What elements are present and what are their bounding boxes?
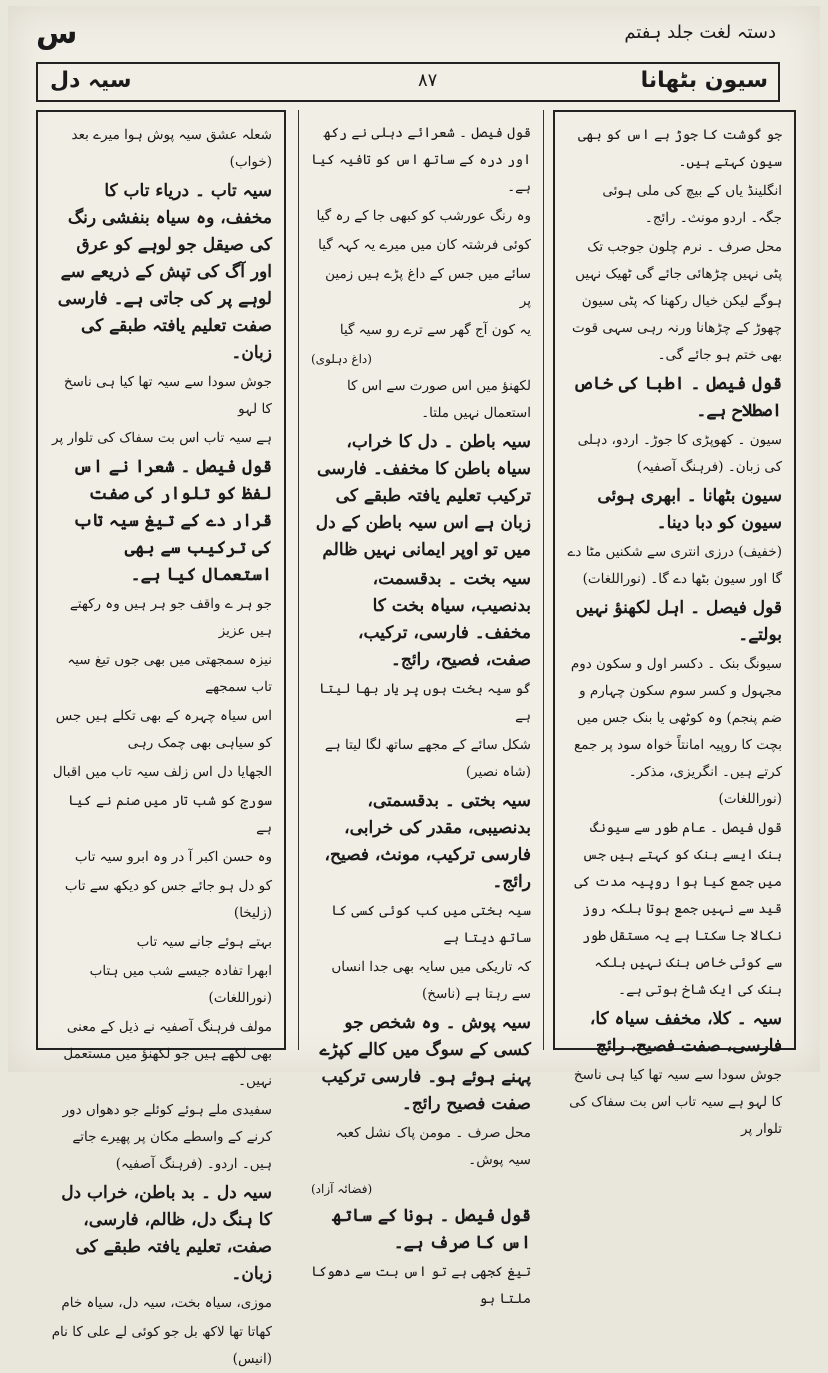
entry-text: سیونگ بنک ۔ دکسر اول و سکون دوم مجہول و کسر سوم سکون چہارم و ضم پنجم) وہ کوٹھی یا بنک جس میں بچت کا روپیہ امانتاً خواہ سود پر جمع کرتے ہیں۔ انگریزی، مذکر۔ (نوراللغات) [570, 656, 782, 807]
verse: سائے میں جس کے داغ پڑے ہیں زمین پر [325, 266, 531, 309]
entry-headword: سیون بٹھانا ۔ ابھری ہوئی سیون کو دبا دینا۔ [597, 486, 782, 533]
running-header [36, 62, 780, 102]
entry-headword: سیہ دل ۔ بد باطن، خراب دل کا ہنگ دل، ظالم، فارسی، صفت، تعلیم یافتہ طبقے کی زبان۔ [61, 1183, 272, 1284]
entry-text: مولف فرہنگ آصفیہ نے ذیل کے معنی بھی لکھے ہیں جو لکھنؤ میں مستعمل نہیں۔ [63, 1019, 272, 1089]
verse: جو ہر ے واقف جو ہر ہیں وہ رکھتے ہیں عزیز [69, 596, 272, 639]
verse: سیہ بختی میں کب کوئی کسی کا ساتھ دیتا ہے [331, 903, 531, 946]
entry-headword: سیہ تاب ۔ دریاء تاب کا مخفف، وہ سیاہ بنفشی رنگ کی صیقل جو لوہے کو عرق اور آگ کی تپش کے ذریعے سے لوہے پر کی جاتی ہے۔ فارسی صفت تعلیم یافتہ طبقے کی زبان۔ [57, 181, 272, 363]
right-headword: سیون بٹھانا [640, 68, 768, 93]
page-letter: س [36, 16, 78, 51]
verse: شکل سائے کے مجھے ساتھ لگا لیتا ہے (شاہ نصیر) [324, 737, 531, 780]
entry-text: انگلینڈ یاں کے بیچ کی ملی ہوئی جگہ۔ اردو مونث۔ رائج۔ [602, 183, 782, 226]
verse: وہ حسن اکبر آ در وہ ابرو سیہ تاب [74, 849, 272, 865]
page-number: ۸۷ [418, 70, 438, 91]
left-headword: سیہ دل [50, 68, 132, 93]
verse: نیزہ سمجھتی میں بھی جوں تیغ سیہ تاب سمجھے [67, 652, 272, 695]
verse: کہ تاریکی میں سایہ بھی جدا انساں سے رہتا ہے (ناسخ) [331, 959, 531, 1002]
entry-text: محل صرف ۔ مومن پاک نشل کعبہ سیہ پوش۔ [335, 1125, 531, 1168]
entry-headword: سیہ پوش ۔ وہ شخص جو کسی کے سوگ میں کالے کپڑے پہنے ہوئے ہو۔ فارسی ترکیب صفت فصیح رائج۔ [319, 1013, 531, 1114]
entry-headword: سیہ باطن ۔ دل کا خراب، سیاہ باطن کا مخفف۔ فارسی ترکیب تعلیم یافتہ طبقے کی زبان ہے اس سیہ باطن کے دل میں تو اوپر ایمانی نہیں ظالم [315, 432, 531, 560]
entry-text: سیون ۔ کھوپڑی کا جوڑ۔ اردو، دہلی کی زبان۔ (فرہنگ آصفیہ) [577, 432, 782, 475]
entry-headword: قول فیصل ۔ ہونا کے ساتھ اس کا صرف ہے۔ [332, 1206, 531, 1253]
citation: (فضائہ آزاد) [311, 1182, 373, 1196]
top-line [36, 16, 780, 60]
verse: ابھرا تفادہ جیسے شب میں ہتاب (نوراللغات) [89, 963, 272, 1006]
entry-headword: سیہ بخت ۔ بدقسمت، بدنصیب، سیاہ بخت کا مخفف۔ فارسی، ترکیب، صفت، فصیح، رائج۔ [357, 569, 531, 670]
entry-headword: سیہ بختی ۔ بدقسمتی، بدنصیبی، مقدر کی خرابی، فارسی ترکیب، مونث، فصیح، رائج۔ [324, 791, 531, 892]
series-title: دستہ لغت جلد ہفتم [624, 22, 776, 43]
entry-headword: سیہ ۔ کلا، مخفف سیاہ کا، فارسی، صفت فصیح، رائج [589, 1009, 782, 1056]
entry-text: (خفیف) درزی انتری سے شکنیں مٹا دے گا اور سیون بٹھا دے گا۔ (نوراللغات) [567, 544, 782, 587]
entry-text: قول فیصل ۔ شعرائے دہلی نے رکھ اور درہ کے ساتھ اس کو تافیہ کیا ہے۔ [311, 125, 531, 195]
entry-text: لکھنؤ میں اس صورت سے اس کا استعمال نہیں ملتا۔ [346, 378, 531, 421]
verse: بہتے ہوئے جانے سیہ تاب [136, 934, 272, 950]
citation: (داغ دہلوی) [311, 352, 372, 366]
verse: وہ رنگ عورشب کو کبھی جا کے رہ گیا [316, 208, 531, 224]
column-right [553, 110, 796, 1137]
verse: کو دل ہو جائے جس کو دیکھ سے تاب (زلیخا) [64, 878, 272, 921]
entry-headword: قول فیصل ۔ شعرا نے اس لفظ کو تلوار کی صفت قرار دے کے تیغ سیہ تاب کی ترکیب سے بھی استعمال کیا ہے۔ [73, 457, 272, 585]
verse: یہ کون آج گھر سے ترے رو سیہ گیا [339, 322, 531, 338]
entry-text: قول فیصل ۔ عام طور سے سیونگ بنک ایسے بنک کو کہتے ہیں جس میں جمع کیا ہوا روپیہ مدت کی قید سے نہیں جمع ہوتا بلکہ روز نکالا جا سکتا ہے یہ مستقل طور سے کوئی خاص بنک نہیں بلکہ بنک کی ایک شاخ ہوتی ہے۔ [574, 820, 782, 998]
column-left [36, 110, 286, 1367]
verse: شعلہ عشق سیہ پوش ہوا میرے بعد (خواب) [71, 127, 272, 170]
verse: جوش سودا سے سیہ تھا کیا ہی ناسخ کا لہو [63, 374, 272, 417]
verse: جوش سودا سے سیہ تھا کیا ہی ناسخ کا لہو ہے سیہ تاب اس بت سفاک کی تلوار پر [569, 1067, 782, 1137]
entry-headword: قول فیصل ۔ اہل لکھنؤ نہیں بولتے۔ [575, 598, 782, 645]
entry-text: محل صرف ۔ نرم چلون جوجب تک پٹی نہیں چڑھائی جائے گی ٹھیک نہیں ہوگے لیکن خیال رکھنا کہ پٹی سیون چھوڑ کے چڑھانا ورنہ رہی سہی قوت بھی ختم ہو جائے گی۔ [571, 239, 782, 363]
entry-text: جو گوشت کا جوڑ ہے اس کو بھی سیون کہتے ہیں۔ [577, 127, 782, 170]
entry-text: سفیدی ملے ہوئے کوئلے جو دھواں دور کرنے کے واسطے مکان پر پھیرے جاتے ہیں۔ اردو۔ (فرہنگ آصفیہ) [62, 1102, 272, 1172]
dictionary-page [8, 6, 820, 1367]
verse: سورج کو شب تار میں صنم نے کیا ہے [67, 793, 272, 836]
verse: ہے سیہ تاب اس بت سفاک کی تلوار پر [52, 430, 272, 446]
entry-headword: قول فیصل ۔ اطبا کی خاص اصطلاح ہے۔ [573, 374, 782, 421]
verse: موزی، سیاہ بخت، سیہ دل، سیاہ خام [61, 1295, 272, 1311]
verse: تیغ کجھی ہے تو اس بت سے دھوکا ملتا ہو [311, 1264, 531, 1307]
verse: اس سیاہ چہرہ کے بھی تکلے ہیں جس کو سیاہی بھی چمک رہی [55, 708, 272, 751]
verse: کوئی فرشتہ کان میں میرے یہ کہہ گیا [318, 237, 531, 253]
verse: کھاتا تھا لاکھ بل جو کوئی لے علی کا نام (انیس) [51, 1324, 272, 1367]
verse: گو سیہ بخت ہوں پر یار بھا لیتا ہے [319, 681, 531, 724]
verse: الجھایا دل اس زلف سیہ تاب میں اقبال [52, 764, 272, 780]
column-middle [298, 110, 544, 1307]
